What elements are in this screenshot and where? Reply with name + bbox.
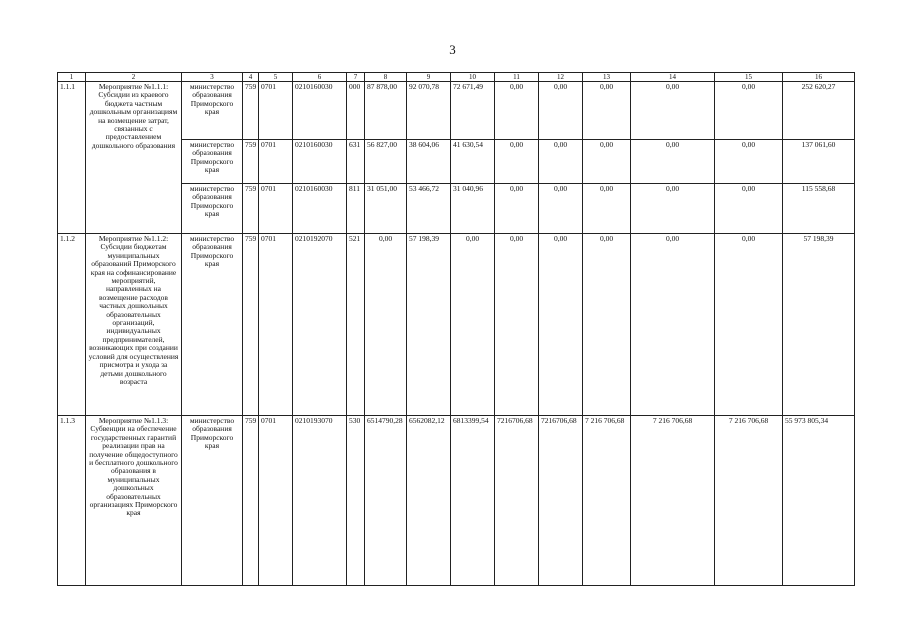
cell-c16: 252 620,27 (783, 82, 855, 140)
cell-c13: 0,00 (583, 140, 631, 184)
org-cell: министерство образования Приморского края (182, 184, 243, 234)
cell-c5: 0701 (259, 416, 293, 586)
row-code: 1.1.1 (58, 82, 86, 234)
cell-c13: 0,00 (583, 234, 631, 416)
cell-c10: 0,00 (451, 234, 495, 416)
cell-c13: 7 216 706,68 (583, 416, 631, 586)
cell-c6: 0210193070 (293, 416, 347, 586)
cell-c7: 000 (347, 82, 365, 140)
cell-c15: 0,00 (715, 140, 783, 184)
cell-c7: 530 (347, 416, 365, 586)
page-number: 3 (449, 42, 456, 57)
cell-c16: 55 973 805,34 (783, 416, 855, 586)
cell-c6: 0210192070 (293, 234, 347, 416)
cell-c7: 811 (347, 184, 365, 234)
budget-table (57, 72, 855, 586)
cell-c13: 0,00 (583, 184, 631, 234)
cell-c16: 115 558,68 (783, 184, 855, 234)
cell-c15: 0,00 (715, 234, 783, 416)
cell-c6: 0210160030 (293, 82, 347, 140)
cell-c8: 87 878,00 (365, 82, 407, 140)
cell-c4: 759 (243, 82, 259, 140)
cell-c14: 0,00 (631, 184, 715, 234)
cell-c8: 0,00 (365, 234, 407, 416)
header-cell: 15 (715, 73, 783, 82)
cell-c11: 0,00 (495, 234, 539, 416)
row-name: Мероприятие №1.1.3: Субвенции на обеспечение государственных гарантий реализации прав на получение общедоступного и бесплатного дошкольного образования в муниципальных дошкольных образовательных организациях Приморского края (86, 416, 182, 586)
org-cell: министерство образования Приморского края (182, 234, 243, 416)
header-cell: 14 (631, 73, 715, 82)
cell-c15: 0,00 (715, 184, 783, 234)
header-cell: 11 (495, 73, 539, 82)
header-row (58, 73, 855, 82)
cell-c15: 7 216 706,68 (715, 416, 783, 586)
header-cell: 1 (58, 73, 86, 82)
header-cell: 13 (583, 73, 631, 82)
cell-c10: 41 630,54 (451, 140, 495, 184)
cell-c11: 0,00 (495, 82, 539, 140)
cell-c7: 631 (347, 140, 365, 184)
cell-c12: 0,00 (539, 82, 583, 140)
header-cell: 16 (783, 73, 855, 82)
org-cell: министерство образования Приморского края (182, 82, 243, 140)
cell-c9: 92 070,78 (407, 82, 451, 140)
cell-c6: 0210160030 (293, 184, 347, 234)
cell-c4: 759 (243, 234, 259, 416)
cell-c8: 6514790,28 (365, 416, 407, 586)
cell-c9: 57 198,39 (407, 234, 451, 416)
cell-c12: 0,00 (539, 140, 583, 184)
cell-c12: 7216706,68 (539, 416, 583, 586)
cell-c4: 759 (243, 140, 259, 184)
cell-c15: 0,00 (715, 82, 783, 140)
org-cell: министерство образования Приморского края (182, 416, 243, 586)
cell-c5: 0701 (259, 234, 293, 416)
cell-c7: 521 (347, 234, 365, 416)
header-cell: 12 (539, 73, 583, 82)
cell-c14: 0,00 (631, 82, 715, 140)
header-cell: 4 (243, 73, 259, 82)
header-cell: 2 (86, 73, 182, 82)
cell-c11: 7216706,68 (495, 416, 539, 586)
cell-c5: 0701 (259, 184, 293, 234)
header-cell: 8 (365, 73, 407, 82)
cell-c10: 31 040,96 (451, 184, 495, 234)
cell-c10: 6813399,54 (451, 416, 495, 586)
cell-c4: 759 (243, 184, 259, 234)
cell-c10: 72 671,49 (451, 82, 495, 140)
cell-c8: 56 827,00 (365, 140, 407, 184)
header-cell: 9 (407, 73, 451, 82)
cell-c9: 53 466,72 (407, 184, 451, 234)
cell-c14: 0,00 (631, 234, 715, 416)
cell-c9: 38 604,06 (407, 140, 451, 184)
cell-c9: 6562082,12 (407, 416, 451, 586)
table-row (58, 234, 855, 416)
cell-c4: 759 (243, 416, 259, 586)
table-row (58, 416, 855, 586)
header-cell: 7 (347, 73, 365, 82)
cell-c5: 0701 (259, 82, 293, 140)
row-name: Мероприятие №1.1.2: Субсидии бюджетам муниципальных образований Приморского края на софинансирование мероприятий, направленных на возмещение расходов частных дошкольных образовательных организаций, индивидуальных предпринимателей, возникающих при создании условий для осуществления присмотра и ухода за детьми дошкольного возраста (86, 234, 182, 416)
cell-c13: 0,00 (583, 82, 631, 140)
header-cell: 6 (293, 73, 347, 82)
header-cell: 3 (182, 73, 243, 82)
org-cell: министерство образования Приморского края (182, 140, 243, 184)
cell-c11: 0,00 (495, 184, 539, 234)
cell-c14: 0,00 (631, 140, 715, 184)
header-cell: 5 (259, 73, 293, 82)
row-code: 1.1.3 (58, 416, 86, 586)
cell-c8: 31 051,00 (365, 184, 407, 234)
row-name: Мероприятие №1.1.1: Субсидии из краевого бюджета частным дошкольным организациям на возмещение затрат, связанных с предоставлением дошкольного образования (86, 82, 182, 234)
header-cell: 10 (451, 73, 495, 82)
cell-c12: 0,00 (539, 234, 583, 416)
cell-c16: 137 061,60 (783, 140, 855, 184)
table-row (58, 82, 855, 140)
cell-c5: 0701 (259, 140, 293, 184)
row-code: 1.1.2 (58, 234, 86, 416)
cell-c11: 0,00 (495, 140, 539, 184)
cell-c6: 0210160030 (293, 140, 347, 184)
cell-c16: 57 198,39 (783, 234, 855, 416)
cell-c12: 0,00 (539, 184, 583, 234)
cell-c14: 7 216 706,68 (631, 416, 715, 586)
